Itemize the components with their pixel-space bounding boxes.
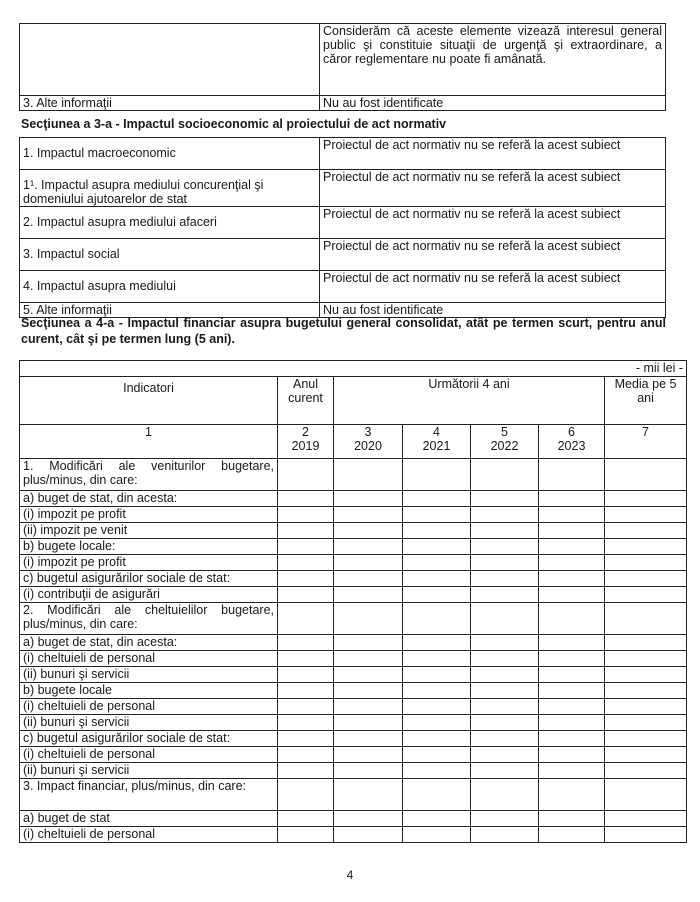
value-cell xyxy=(539,811,605,827)
value-cell xyxy=(403,731,471,747)
value-cell xyxy=(471,683,539,699)
value-cell xyxy=(539,603,605,635)
value-cell xyxy=(539,827,605,843)
value-cell xyxy=(605,763,687,779)
column-number-cell xyxy=(20,425,278,459)
column-number: 4 xyxy=(433,425,440,439)
impact-row xyxy=(20,138,666,170)
value-cell xyxy=(278,827,334,843)
value-cell xyxy=(403,635,471,651)
indicator-row xyxy=(20,491,687,507)
column-number-cell xyxy=(334,425,403,459)
value-cell xyxy=(334,811,403,827)
value-cell xyxy=(471,587,539,603)
indicator-row xyxy=(20,587,687,603)
value-cell xyxy=(539,507,605,523)
value-cell xyxy=(403,715,471,731)
value-cell xyxy=(278,763,334,779)
value-cell xyxy=(605,827,687,843)
impact-label: 4. Impactul asupra mediului xyxy=(20,271,320,303)
value-cell xyxy=(334,747,403,763)
other-info-label: 3. Alte informaţii xyxy=(20,96,320,111)
value-cell xyxy=(403,779,471,811)
impact-row xyxy=(20,170,666,207)
value-cell xyxy=(605,571,687,587)
indicator-row xyxy=(20,603,687,635)
value-cell xyxy=(471,571,539,587)
value-cell xyxy=(403,699,471,715)
indicator-row xyxy=(20,715,687,731)
value-cell xyxy=(605,603,687,635)
indicator-label: b) bugete locale: xyxy=(20,539,278,555)
value-cell xyxy=(539,715,605,731)
indicator-row xyxy=(20,507,687,523)
indicator-label: 3. Impact financiar, plus/minus, din care: xyxy=(20,779,278,811)
value-cell xyxy=(334,523,403,539)
indicator-row xyxy=(20,747,687,763)
value-cell xyxy=(471,747,539,763)
value-cell xyxy=(471,699,539,715)
column-number-cell xyxy=(605,425,687,459)
value-cell xyxy=(539,683,605,699)
column-number: 6 xyxy=(568,425,575,439)
value-cell xyxy=(334,571,403,587)
value-cell xyxy=(403,571,471,587)
value-cell xyxy=(334,635,403,651)
value-cell xyxy=(605,811,687,827)
indicator-label: (i) cheltuieli de personal xyxy=(20,651,278,667)
value-cell xyxy=(334,459,403,491)
value-cell xyxy=(278,683,334,699)
value-cell xyxy=(539,491,605,507)
value-cell xyxy=(278,507,334,523)
indicator-label: c) bugetul asigurărilor sociale de stat: xyxy=(20,731,278,747)
value-cell xyxy=(334,779,403,811)
indicator-label: (ii) bunuri şi servicii xyxy=(20,715,278,731)
indicator-row xyxy=(20,635,687,651)
value-cell xyxy=(539,763,605,779)
header-average: Media pe 5 ani xyxy=(605,377,687,425)
value-cell xyxy=(278,587,334,603)
value-cell xyxy=(334,763,403,779)
column-year: 2021 xyxy=(422,439,451,453)
header-indicators: Indicatori xyxy=(20,377,278,425)
indicator-row xyxy=(20,683,687,699)
header-next-years: Următorii 4 ani xyxy=(334,377,605,425)
value-cell xyxy=(539,779,605,811)
value-cell xyxy=(605,555,687,571)
value-cell xyxy=(278,523,334,539)
indicator-label: (ii) bunuri şi servicii xyxy=(20,763,278,779)
value-cell xyxy=(278,699,334,715)
value-cell xyxy=(471,811,539,827)
value-cell xyxy=(403,683,471,699)
column-year: 2023 xyxy=(557,439,586,453)
value-cell xyxy=(278,459,334,491)
value-cell xyxy=(605,459,687,491)
value-cell xyxy=(278,571,334,587)
value-cell xyxy=(539,523,605,539)
value-cell xyxy=(278,491,334,507)
value-cell xyxy=(278,555,334,571)
indicator-label: (i) cheltuieli de personal xyxy=(20,699,278,715)
indicator-row xyxy=(20,811,687,827)
impact-value: Proiectul de act normativ nu se referă la acest subiect xyxy=(320,170,666,207)
value-cell xyxy=(471,635,539,651)
indicator-label: c) bugetul asigurărilor sociale de stat: xyxy=(20,571,278,587)
justification-text: Considerăm că aceste elemente vizează interesul general public şi constituie situaţii de urgenţă şi extraordinare, a căror reglementare nu poate fi amânată. xyxy=(320,24,666,96)
indicator-row xyxy=(20,571,687,587)
indicator-label: (i) impozit pe profit xyxy=(20,507,278,523)
indicator-row xyxy=(20,827,687,843)
value-cell xyxy=(539,555,605,571)
value-cell xyxy=(403,667,471,683)
section3-title: Secţiunea a 3-a - Impactul socioeconomic al proiectului de act normativ xyxy=(21,117,447,131)
indicator-row xyxy=(20,523,687,539)
value-cell xyxy=(471,523,539,539)
value-cell xyxy=(471,491,539,507)
indicator-label: 2. Modificări ale cheltuielilor bugetare, plus/minus, din care: xyxy=(20,603,278,635)
value-cell xyxy=(403,603,471,635)
value-cell xyxy=(605,587,687,603)
value-cell xyxy=(471,651,539,667)
value-cell xyxy=(334,555,403,571)
indicator-row xyxy=(20,555,687,571)
value-cell xyxy=(605,747,687,763)
value-cell xyxy=(403,507,471,523)
indicator-label: 1. Modificări ale veniturilor bugetare, plus/minus, din care: xyxy=(20,459,278,491)
value-cell xyxy=(605,635,687,651)
column-number: 2 xyxy=(302,425,309,439)
value-cell xyxy=(334,491,403,507)
value-cell xyxy=(403,587,471,603)
indicator-label: a) buget de stat xyxy=(20,811,278,827)
value-cell xyxy=(334,507,403,523)
value-cell xyxy=(334,603,403,635)
indicator-label: (i) cheltuieli de personal xyxy=(20,827,278,843)
unit-spacer xyxy=(20,361,605,377)
value-cell xyxy=(403,763,471,779)
indicator-row xyxy=(20,459,687,491)
value-cell xyxy=(278,539,334,555)
value-cell xyxy=(278,603,334,635)
section4-title: Secţiunea a 4-a - Impactul financiar asupra bugetului general consolidat, atât pe termen scurt, pentru anul curent, cât şi pe termen lung (5 ani). xyxy=(21,316,666,346)
value-cell xyxy=(403,459,471,491)
value-cell xyxy=(539,539,605,555)
value-cell xyxy=(605,507,687,523)
value-cell xyxy=(334,731,403,747)
indicator-row xyxy=(20,651,687,667)
impact-label: 5. Alte informaţii xyxy=(20,303,320,318)
value-cell xyxy=(278,715,334,731)
column-number-cell xyxy=(403,425,471,459)
value-cell xyxy=(605,715,687,731)
value-cell xyxy=(605,651,687,667)
impact-value: Proiectul de act normativ nu se referă la acest subiect xyxy=(320,207,666,239)
indicator-row xyxy=(20,779,687,811)
section2-tail-table xyxy=(19,23,666,111)
value-cell xyxy=(605,779,687,811)
value-cell xyxy=(403,811,471,827)
value-cell xyxy=(403,747,471,763)
column-year: 2019 xyxy=(291,439,320,453)
value-cell xyxy=(403,827,471,843)
value-cell xyxy=(403,651,471,667)
impact-label: 1¹. Impactul asupra mediului concurenţial şi domeniului ajutoarelor de stat xyxy=(20,170,320,207)
value-cell xyxy=(539,651,605,667)
indicator-label: a) buget de stat, din acesta: xyxy=(20,491,278,507)
value-cell xyxy=(605,699,687,715)
indicator-row xyxy=(20,731,687,747)
other-info-value: Nu au fost identificate xyxy=(320,96,666,111)
value-cell xyxy=(605,683,687,699)
value-cell xyxy=(334,651,403,667)
column-year: 2020 xyxy=(354,439,382,453)
value-cell xyxy=(403,523,471,539)
value-cell xyxy=(539,587,605,603)
value-cell xyxy=(403,555,471,571)
value-cell xyxy=(403,491,471,507)
indicator-label: a) buget de stat, din acesta: xyxy=(20,635,278,651)
indicator-label: (i) cheltuieli de personal xyxy=(20,747,278,763)
page-number: 4 xyxy=(346,868,354,882)
column-number: 7 xyxy=(642,425,649,439)
indicator-label: (ii) bunuri şi servicii xyxy=(20,667,278,683)
indicator-label: (i) impozit pe profit xyxy=(20,555,278,571)
value-cell xyxy=(471,459,539,491)
column-number-cell xyxy=(539,425,605,459)
impact-row xyxy=(20,271,666,303)
value-cell xyxy=(471,555,539,571)
indicator-label: b) bugete locale xyxy=(20,683,278,699)
value-cell xyxy=(471,715,539,731)
indicator-row xyxy=(20,763,687,779)
indicator-row xyxy=(20,539,687,555)
financial-impact-table xyxy=(19,360,687,843)
impact-value: Proiectul de act normativ nu se referă la acest subiect xyxy=(320,138,666,170)
value-cell xyxy=(605,523,687,539)
column-number-cell xyxy=(278,425,334,459)
value-cell xyxy=(471,731,539,747)
value-cell xyxy=(334,539,403,555)
value-cell xyxy=(605,539,687,555)
indicator-label: (ii) impozit pe venit xyxy=(20,523,278,539)
column-year: 2022 xyxy=(490,439,519,453)
value-cell xyxy=(539,635,605,651)
impact-label: 1. Impactul macroeconomic xyxy=(20,138,320,170)
impact-label: 2. Impactul asupra mediului afaceri xyxy=(20,207,320,239)
indicator-row xyxy=(20,699,687,715)
unit-label: - mii lei - xyxy=(605,361,687,377)
value-cell xyxy=(278,635,334,651)
value-cell xyxy=(471,603,539,635)
header-current-year: Anul curent xyxy=(278,377,334,425)
value-cell xyxy=(278,747,334,763)
indicator-row xyxy=(20,667,687,683)
value-cell xyxy=(471,827,539,843)
value-cell xyxy=(334,715,403,731)
value-cell xyxy=(539,747,605,763)
value-cell xyxy=(539,699,605,715)
value-cell xyxy=(471,539,539,555)
value-cell xyxy=(471,507,539,523)
value-cell xyxy=(334,683,403,699)
column-number: 1 xyxy=(145,425,152,439)
impact-row xyxy=(20,207,666,239)
impact-value: Proiectul de act normativ nu se referă la acest subiect xyxy=(320,271,666,303)
column-number-cell xyxy=(471,425,539,459)
value-cell xyxy=(278,667,334,683)
value-cell xyxy=(605,491,687,507)
value-cell xyxy=(471,667,539,683)
value-cell xyxy=(278,779,334,811)
value-cell xyxy=(539,571,605,587)
value-cell xyxy=(471,763,539,779)
value-cell xyxy=(334,587,403,603)
value-cell xyxy=(334,667,403,683)
column-number-row xyxy=(20,425,687,459)
impact-value: Nu au fost identificate xyxy=(320,303,666,318)
column-number: 5 xyxy=(501,425,508,439)
value-cell xyxy=(278,651,334,667)
indicator-label: (i) contribuţii de asigurări xyxy=(20,587,278,603)
value-cell xyxy=(539,667,605,683)
value-cell xyxy=(539,459,605,491)
value-cell xyxy=(471,779,539,811)
value-cell xyxy=(403,539,471,555)
section3-table xyxy=(19,137,666,318)
impact-row xyxy=(20,239,666,271)
impact-label: 3. Impactul social xyxy=(20,239,320,271)
value-cell xyxy=(278,811,334,827)
value-cell xyxy=(539,731,605,747)
column-number: 3 xyxy=(364,425,372,439)
value-cell xyxy=(605,731,687,747)
value-cell xyxy=(278,731,334,747)
empty-cell xyxy=(20,24,320,96)
impact-value: Proiectul de act normativ nu se referă la acest subiect xyxy=(320,239,666,271)
value-cell xyxy=(334,827,403,843)
value-cell xyxy=(605,667,687,683)
value-cell xyxy=(334,699,403,715)
